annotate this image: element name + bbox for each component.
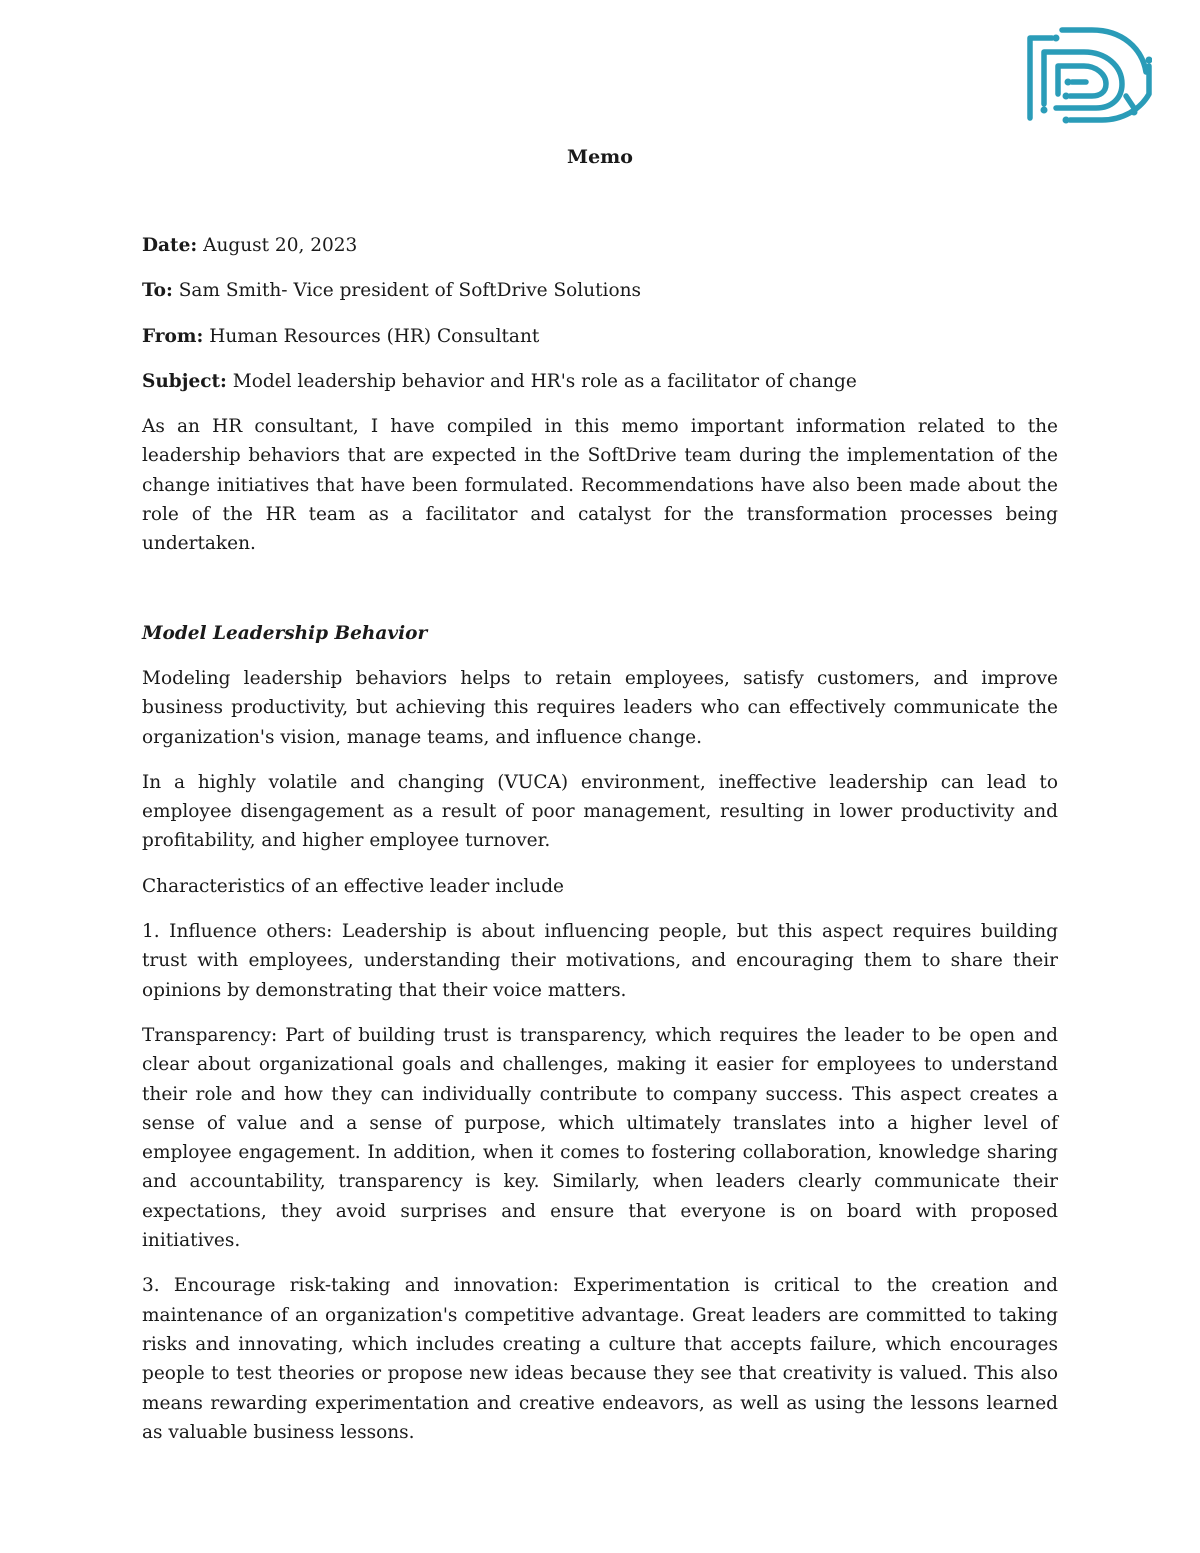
paragraph-transparency: Transparency: Part of building trust is transparency, which requires the leader to be open and clear about organizational goals and challenges, making it easier for employees to understand their role and how they can individually contribute to company success. This aspect creates a sense of value and a sense of purpose, which ultimately translates into a higher level of employee engagement. In addition, when it comes to fostering collaboration, knowledge sharing and accountability, transparency is key. Similarly, when leaders clearly communicate their expectations, they avoid surprises and ensure that everyone is on board with proposed initiatives.: [142, 1024, 1058, 1252]
from-value: Human Resources (HR) Consultant: [209, 325, 540, 347]
intro-paragraph: As an HR consultant, I have compiled in this memo important information related to the leadership behaviors that are expected in the SoftDrive team during the implementation of the change initiatives that have been formulated. Recommendations have also been made about the role of the HR team as a facilitator and catalyst for the transformation processes being undertaken.: [142, 416, 1058, 555]
circuit-d-logo-icon: [1022, 24, 1152, 124]
memo-from-line: [142, 322, 1058, 351]
section-heading: Model Leadership Behavior: [142, 622, 428, 644]
paragraph-influence-others: 1. Influence others: Leadership is about influencing people, but this aspect requires building trust with employees, understanding their motivations, and encouraging them to share their opinions by demonstrating that their voice matters.: [142, 921, 1058, 1001]
date-value: August 20, 2023: [203, 235, 358, 256]
paragraph-modeling: Modeling leadership behaviors helps to retain employees, satisfy customers, and improve business productivity, but achieving this requires leaders who can effectively communicate the organization's vision, manage teams, and influence change.: [142, 667, 1058, 748]
memo-date-line: [142, 231, 1058, 260]
memo-subject-line: [142, 367, 1058, 396]
subject-label: Subject:: [142, 370, 227, 392]
subject-value: Model leadership behavior and HR's role as a facilitator of change: [232, 370, 857, 392]
to-label: To:: [142, 280, 173, 302]
date-label: Date:: [142, 235, 198, 256]
company-logo: [1022, 24, 1152, 124]
paragraph-risk-taking: 3. Encourage risk-taking and innovation: Experimentation is critical to the creation and maintenance of an organization's competitive advantage. Great leaders are committed to taking risks and innovating, which includes creating a culture that accepts failure, which encourages people to test theories or propose new ideas because they see that creativity is valued. This also means rewarding experimentation and creative endeavors, as well as using the lessons learned as valuable business lessons.: [142, 1275, 1058, 1443]
memo-body: [142, 231, 1058, 1463]
memo-to-line: [142, 276, 1058, 305]
paragraph-characteristics-intro: Characteristics of an effective leader include: [142, 875, 565, 897]
to-value: Sam Smith- Vice president of SoftDrive Solutions: [178, 280, 642, 302]
paragraph-vuca: In a highly volatile and changing (VUCA) environment, ineffective leadership can lead to employee disengagement as a result of poor management, resulting in lower productivity and profitability, and higher employee turnover.: [142, 771, 1058, 852]
memo-title: Memo: [567, 146, 633, 168]
from-label: From:: [142, 325, 204, 347]
